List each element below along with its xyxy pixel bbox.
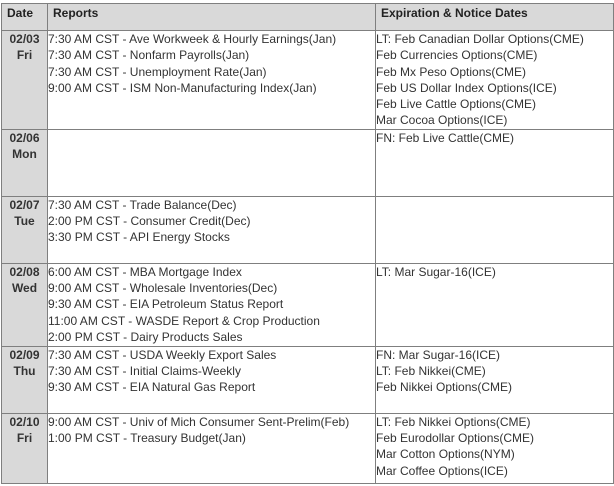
report-item: 9:00 AM CST - Univ of Mich Consumer Sent-Prelim(Feb) <box>48 414 350 429</box>
date-value: 02/10 <box>9 414 40 429</box>
day-value: Tue <box>14 213 35 228</box>
report-item: 7:30 AM CST - Ave Workweek & Hourly Earnings(Jan) <box>48 32 337 46</box>
reports-cell <box>48 346 376 413</box>
table-row <box>2 196 614 263</box>
table-row <box>2 413 614 483</box>
expiration-item: LT: Mar Sugar-16(ICE) <box>376 264 496 279</box>
reports-cell <box>48 31 376 130</box>
date-value: 02/06 <box>9 130 40 145</box>
report-item: 7:30 AM CST - Trade Balance(Dec) <box>48 197 237 212</box>
report-item: 7:30 AM CST - Nonfarm Payrolls(Jan) <box>48 48 250 63</box>
report-item: 6:00 AM CST - MBA Mortgage Index <box>48 264 242 279</box>
table-row <box>2 346 614 413</box>
expiration-item: Feb Eurodollar Options(CME) <box>376 431 535 446</box>
date-value: 02/07 <box>9 197 40 212</box>
date-cell <box>2 196 48 263</box>
expiration-column-header: Expiration & Notice Dates <box>376 4 614 31</box>
report-item: 3:30 PM CST - API Energy Stocks <box>48 230 230 245</box>
reports-cell <box>48 196 376 263</box>
reports-cell <box>48 413 376 483</box>
table-row <box>2 129 614 196</box>
report-item: 11:00 AM CST - WASDE Report & Crop Production <box>48 313 320 328</box>
table-header-row <box>2 4 614 31</box>
date-cell <box>2 263 48 346</box>
expiration-item: LT: Feb Nikkei Options(CME) <box>376 414 531 429</box>
date-cell <box>2 31 48 130</box>
reports-column-header: Reports <box>48 4 376 31</box>
expiration-item: FN: Feb Live Cattle(CME) <box>376 130 515 145</box>
report-item: 1:00 PM CST - Treasury Budget(Jan) <box>48 431 246 446</box>
expiration-cell <box>376 31 614 130</box>
expiration-cell <box>376 263 614 346</box>
report-item: 2:00 PM CST - Dairy Products Sales <box>48 329 243 344</box>
date-cell <box>2 413 48 483</box>
expiration-item: Feb Mx Peso Options(CME) <box>376 64 527 79</box>
day-value: Wed <box>11 280 38 295</box>
date-cell <box>2 129 48 196</box>
day-value: Fri <box>16 430 33 445</box>
expiration-item: LT: Feb Nikkei(CME) <box>376 364 486 379</box>
economic-calendar-table <box>1 3 614 484</box>
table-row <box>2 263 614 346</box>
expiration-cell <box>376 346 614 413</box>
expiration-cell <box>376 129 614 196</box>
report-item: 7:30 AM CST - Initial Claims-Weekly <box>48 364 241 379</box>
report-item: 9:00 AM CST - ISM Non-Manufacturing Index(Jan) <box>48 80 317 95</box>
report-item: 7:30 AM CST - USDA Weekly Export Sales <box>48 347 277 362</box>
day-value: Fri <box>16 48 33 62</box>
expiration-cell <box>376 196 614 263</box>
date-column-header: Date <box>2 4 48 31</box>
date-value: 02/03 <box>9 32 40 46</box>
date-value: 02/09 <box>9 347 40 362</box>
expiration-item: Feb Live Cattle Options(CME) <box>376 97 537 112</box>
day-value: Thu <box>13 363 36 378</box>
date-value: 02/08 <box>9 264 40 279</box>
expiration-cell <box>376 413 614 483</box>
report-item: 9:00 AM CST - Wholesale Inventories(Dec) <box>48 281 278 296</box>
report-item: 9:30 AM CST - EIA Natural Gas Report <box>48 380 256 395</box>
expiration-item: Feb Currencies Options(CME) <box>376 48 538 63</box>
report-item: 2:00 PM CST - Consumer Credit(Dec) <box>48 214 251 229</box>
expiration-item: Mar Cotton Options(NYM) <box>376 447 515 462</box>
expiration-item: LT: Feb Canadian Dollar Options(CME) <box>376 32 584 46</box>
date-cell <box>2 346 48 413</box>
day-value: Mon <box>12 146 37 161</box>
table-row <box>2 31 614 130</box>
expiration-item: Feb Nikkei Options(CME) <box>376 380 513 395</box>
report-item: 9:30 AM CST - EIA Petroleum Status Report <box>48 297 284 312</box>
expiration-item: Mar Cocoa Options(ICE) <box>376 113 508 128</box>
expiration-item: FN: Mar Sugar-16(ICE) <box>376 347 501 362</box>
report-item: 7:30 AM CST - Unemployment Rate(Jan) <box>48 64 267 79</box>
reports-cell <box>48 129 376 196</box>
expiration-item: Feb US Dollar Index Options(ICE) <box>376 80 557 95</box>
expiration-item: Mar Coffee Options(ICE) <box>376 463 508 478</box>
reports-cell <box>48 263 376 346</box>
